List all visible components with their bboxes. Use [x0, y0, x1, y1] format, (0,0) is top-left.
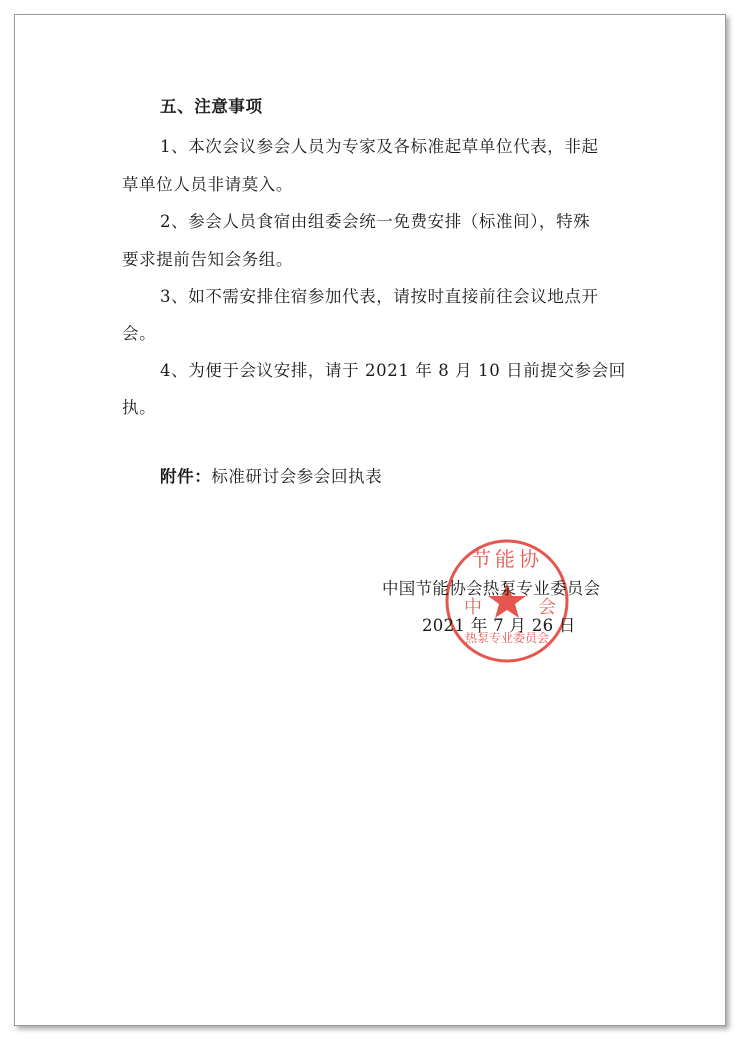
section-heading: 五、注意事项	[160, 97, 263, 116]
item-2-line-1: 2、参会人员食宿由组委会统一免费安排（标准间），特殊	[160, 212, 591, 231]
attachment-label: 附件：	[160, 467, 212, 486]
item-4-line-1: 4、为便于会议安排，请于 2021 年 8 月 10 日前提交参会回	[160, 361, 626, 380]
attachment-line	[160, 466, 382, 488]
seal-bottom-text: 热泵专业委员会	[464, 631, 550, 645]
seal-top-text: 节能协	[471, 547, 543, 571]
signature-date: 2021 年 7 月 26 日	[422, 616, 576, 635]
seal-right-char: 会	[538, 597, 556, 618]
official-seal	[442, 536, 572, 666]
item-3-line-1: 3、如不需安排住宿参加代表，请按时直接前往会议地点开	[160, 287, 599, 306]
attachment-text: 标准研讨会参会回执表	[211, 467, 383, 486]
document-page	[14, 14, 726, 1026]
item-2-line-2: 要求提前告知会务组。	[122, 250, 293, 269]
item-4-line-2: 执。	[122, 398, 157, 417]
item-1-line-2: 草单位人员非请莫入。	[122, 175, 293, 194]
signature-org: 中国节能协会热泵专业委员会	[382, 579, 601, 598]
seal-left-char: 中	[464, 597, 482, 618]
item-1-line-1: 1、本次会议参会人员为专家及各标准起草单位代表，非起	[160, 137, 599, 156]
item-3-line-2: 会。	[122, 324, 157, 343]
